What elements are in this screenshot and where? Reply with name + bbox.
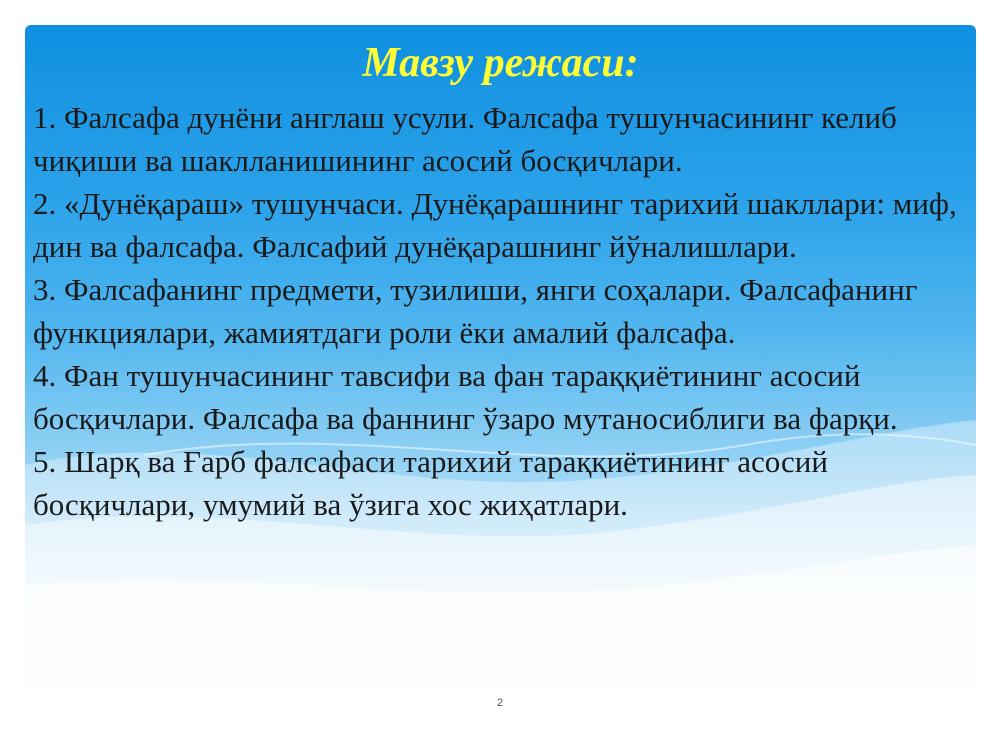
agenda-item-5: 5. Шарқ ва Ғарб фалсафаси тарихий тараққиётининг асосий босқичлари, умумий ва ўзига хос жиҳатлари. [33, 444, 828, 522]
agenda-item-3: 3. Фалсафанинг предмети, тузилиши, янги соҳалари. Фалсафанинг функциялари, жамиятдаги роли ёки амалий фалсафа. [33, 272, 918, 350]
slide-title: Мавзу режаси: [362, 40, 639, 86]
agenda-item-4: 4. Фан тушунчасининг тавсифи ва фан тараққиётининг асосий босқичлари. Фалсафа ва фаннинг ўзаро мутаносиблиги ва фарқи. [33, 358, 898, 436]
agenda-item-2: 2. «Дунёқараш» тушунчаси. Дунёқарашнинг тарихий шакллари: миф, дин ва фалсафа. Фалсафий дунёқарашнинг йўналишлари. [33, 186, 957, 264]
page-number: 2 [496, 697, 504, 709]
agenda-item-1: 1. Фалсафа дунёни англаш усули. Фалсафа тушунчасининг келиб чиқиши ва шаклланишининг асосий босқичлари. [33, 100, 897, 178]
agenda-list [33, 96, 978, 526]
